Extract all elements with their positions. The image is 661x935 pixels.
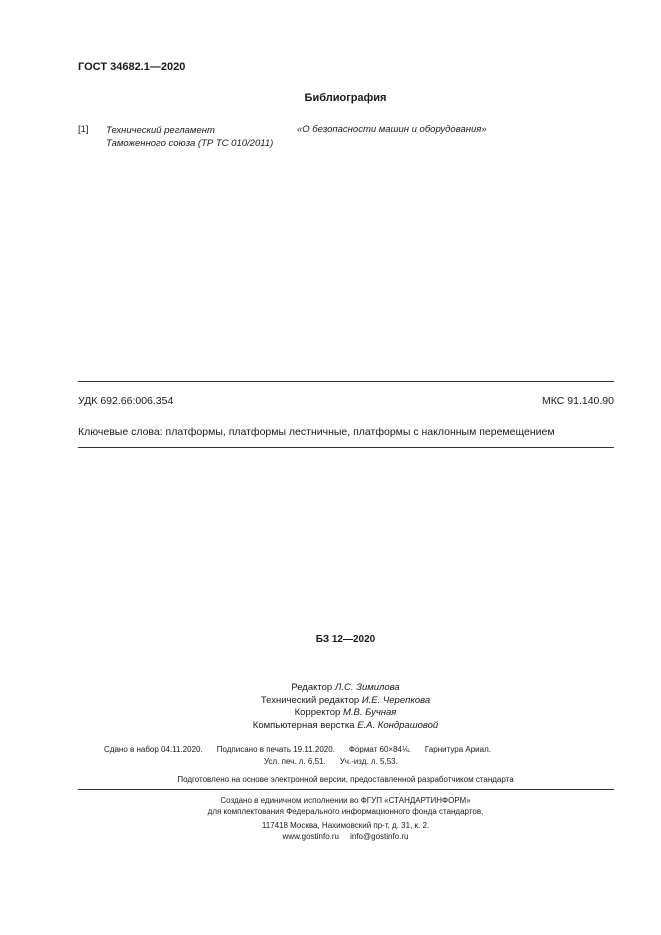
- bibliography-title: Библиография: [304, 92, 387, 104]
- reference-document-line2: Таможенного союза (ТР ТС 010/2011): [106, 138, 274, 149]
- staff-list: [0, 682, 661, 732]
- divider-top: [78, 381, 614, 382]
- prepared-note: Подготовлено на основе электронной версии, предоставленной разработчиком стандарта: [177, 775, 514, 784]
- reference-document: [106, 124, 273, 150]
- publisher-address: 117418 Москва, Нахимовский пр-т, д. 31, к. 2. www.gostinfo.ru info@gostinfo.ru: [261, 821, 430, 841]
- standard-header: ГОСТ 34682.1—2020: [78, 61, 186, 73]
- keywords: Ключевые слова: платформы, платформы лестничные, платформы с наклонным перемещением: [78, 426, 555, 438]
- bz-number: БЗ 12—2020: [315, 634, 376, 645]
- udk-code: УДК 692.66:006.354: [78, 395, 174, 407]
- staff-layout: Компьютерная верстка Е.А. Кондрашовой: [252, 719, 439, 731]
- reference-title: «О безопасности машин и оборудования»: [297, 124, 487, 135]
- reference-number: [1]: [78, 124, 89, 135]
- reference-document-line1: Технический регламент: [106, 125, 215, 136]
- mks-code: МКС 91.140.90: [542, 395, 614, 407]
- staff-tech-editor: Технический редактор И.Е. Черепкова: [260, 694, 431, 706]
- created-note: Создано в единичном исполнении во ФГУП «СТАНДАРТИНФОРМ» для комплектования Федерального информационного фонда стандартов,: [207, 796, 484, 816]
- print-info-line2: Усл. печ. л. 6,51. Уч.-изд. л. 5,53.: [264, 757, 398, 766]
- divider-imprint: [78, 789, 614, 790]
- divider-bottom: [78, 447, 614, 448]
- staff-editor: Редактор Л.С. Зимилова: [291, 682, 400, 693]
- staff-corrector: Корректор М.В. Бучная: [294, 707, 397, 718]
- print-info-line1: Сдано в набор 04.11.2020. Подписано в печать 19.11.2020. Формат 60×84⅛. Гарнитура Ариал.: [104, 745, 491, 754]
